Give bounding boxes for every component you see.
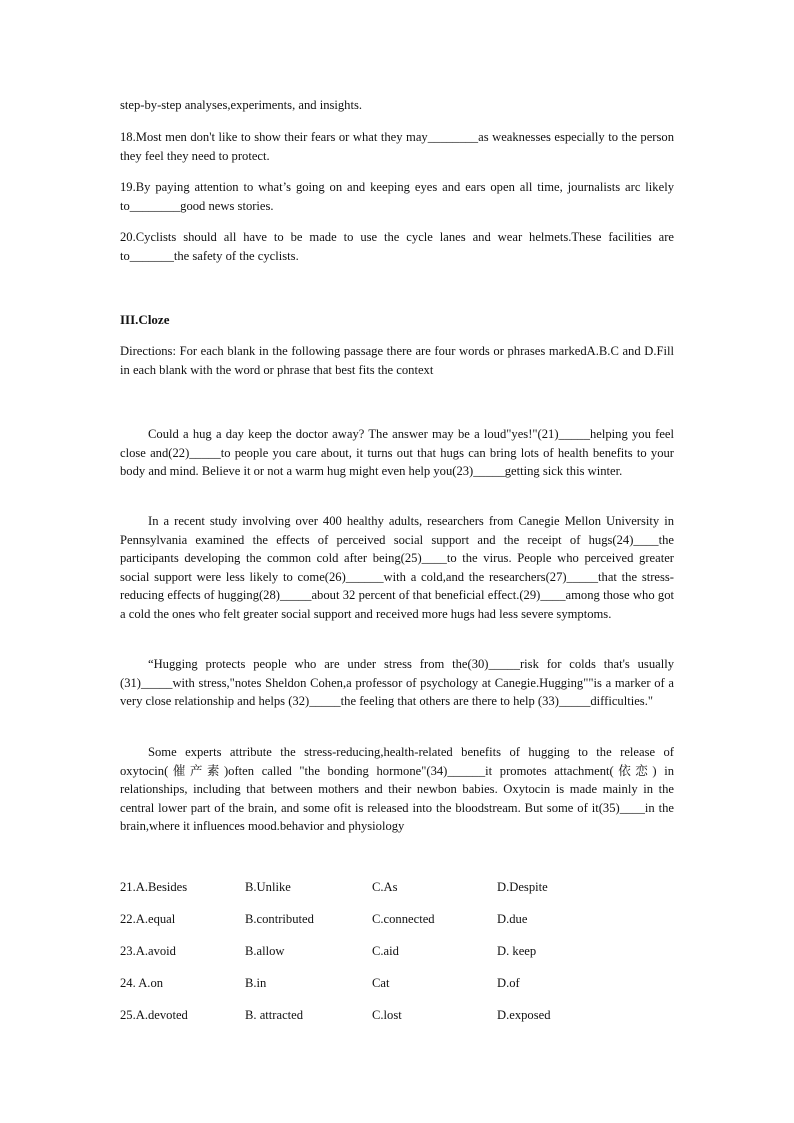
- option-c: C.As: [372, 880, 398, 894]
- passage-paragraph-2: In a recent study involving over 400 healthy adults, researchers from Canegie Mellon University in Pennsylvania examined the effects of perceived social support and the receipt of hugs(24)____the participants developing the common cold after being(25)____to the virus. People who perceived greater social support were less likely to come(26)______with a cold,and the researchers(27)_____that the stress-reducing effects of hugging(28)_____about 32 percent of that beneficial effect.(29)____among those who got a cold the ones who felt greater social support and received more hugs had less severe symptoms.: [120, 514, 674, 621]
- option-c: C.connected: [372, 912, 435, 926]
- option-a: 22.A.equal: [120, 912, 176, 926]
- question-20: 20.Cyclists should all have to be made to use the cycle lanes and wear helmets.These facilities are to_______the safety of the cyclists.: [120, 230, 674, 263]
- option-d: D. keep: [497, 944, 537, 958]
- continuation-line: step-by-step analyses,experiments, and insights.: [120, 98, 363, 112]
- question-19: 19.By paying attention to what’s going on and keeping eyes and ears open all time, journalists arc likely to________good news stories.: [120, 180, 674, 213]
- option-a: 24. A.on: [120, 976, 164, 990]
- options-row-21: [120, 880, 674, 898]
- passage-paragraph-4: Some experts attribute the stress-reducing,health-related benefits of hugging to the release of oxytocin(催产素)often called "the bonding hormone"(34)______it promotes attachment(依恋) in relationships, including that between mothers and their newbon babies. Oxytocin is made mainly in the central lower part of the brain, and some ofit is released into the bloodstream. But some of it(35)____in the brain,where it influences mood.behavior and physiology: [120, 745, 674, 833]
- option-d: D.Despite: [497, 880, 548, 894]
- option-c: Cat: [372, 976, 390, 990]
- options-row-22: [120, 912, 674, 930]
- section-title: III.Cloze: [120, 312, 170, 327]
- options-row-23: [120, 944, 674, 962]
- question-18: 18.Most men don't like to show their fears or what they may________as weaknesses especially to the person they feel they need to protect.: [120, 130, 674, 163]
- option-d: D.exposed: [497, 1008, 551, 1022]
- option-d: D.due: [497, 912, 528, 926]
- option-d: D.of: [497, 976, 520, 990]
- passage-paragraph-3: “Hugging protects people who are under stress from the(30)_____risk for colds that's usually (31)_____with stress,"notes Sheldon Cohen,a professor of psychology at Canegie.Hugging""is a marker of a very close relationship and helps (32)_____the feeling that others are there to help (33)_____difficulties.": [120, 657, 674, 708]
- options-row-24: [120, 976, 674, 994]
- option-a: 25.A.devoted: [120, 1008, 188, 1022]
- option-b: B.allow: [245, 944, 285, 958]
- option-b: B.in: [245, 976, 267, 990]
- option-a: 21.A.Besides: [120, 880, 188, 894]
- passage-paragraph-1: Could a hug a day keep the doctor away? The answer may be a loud"yes!"(21)_____helping you feel close and(22)_____to people you care about, it turns out that hugs can bring lots of health benefits to your body and mind. Believe it or not a warm hug might even help you(23)_____getting sick this winter.: [120, 427, 674, 478]
- option-c: C.lost: [372, 1008, 402, 1022]
- option-b: B. attracted: [245, 1008, 304, 1022]
- section-directions: Directions: For each blank in the following passage there are four words or phrases markedA.B.C and D.Fill in each blank with the word or phrase that best fits the context: [120, 344, 674, 377]
- option-c: C.aid: [372, 944, 399, 958]
- option-b: B.Unlike: [245, 880, 291, 894]
- option-a: 23.A.avoid: [120, 944, 176, 958]
- options-row-25: [120, 1008, 674, 1026]
- option-b: B.contributed: [245, 912, 314, 926]
